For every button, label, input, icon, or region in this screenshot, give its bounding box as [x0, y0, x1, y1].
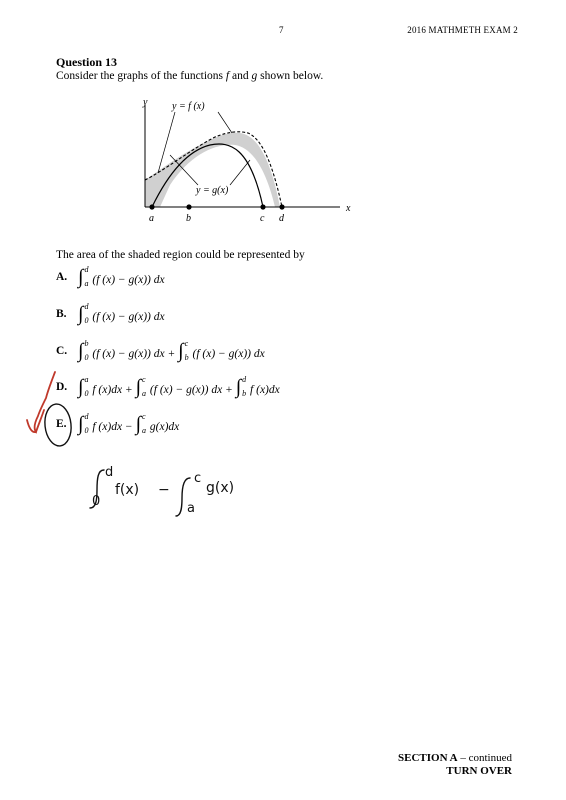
hw-minus: − — [158, 482, 170, 498]
hw-lower-1: 0 — [92, 494, 101, 509]
tick-b: b — [186, 213, 191, 224]
integral-sign: ∫ b 0 — [78, 339, 89, 362]
footer-continued: – continued — [460, 752, 512, 764]
footer-turn-over: TURN OVER — [446, 765, 512, 777]
label-f: y = f (x) — [172, 101, 205, 112]
hw-term-2: g(x) — [206, 480, 235, 496]
stem-prefix: Consider the graphs of the functions — [56, 70, 224, 82]
integral-sign: ∫ d b — [235, 375, 247, 398]
tick-c: c — [260, 213, 265, 224]
option-letter: C. — [56, 345, 68, 357]
integral-sign: ∫ d 0 — [78, 412, 89, 435]
option-letter: B. — [56, 308, 67, 320]
option-expression: ∫ d 0 f (x)dx − ∫ c a g(x)dx — [78, 412, 180, 435]
answer-circle-icon — [43, 403, 73, 447]
stem-suffix: shown below. — [260, 70, 324, 82]
option-expression: ∫ d a (f (x) − g(x)) dx — [78, 265, 165, 288]
stem-and: and — [232, 70, 249, 82]
option-letter: E. — [56, 418, 67, 430]
integral-sign: ∫ d 0 — [78, 302, 89, 325]
label-x-axis: x — [346, 203, 351, 214]
option-letter: D. — [56, 381, 68, 393]
option-expression: ∫ d 0 (f (x) − g(x)) dx — [78, 302, 165, 325]
integral-sign: ∫ c b — [178, 339, 189, 362]
option-expression: ∫ b 0 (f (x) − g(x)) dx + ∫ c b (f (x) − g(x)) dx — [78, 339, 265, 362]
footer-section — [398, 752, 512, 764]
label-g: y = g(x) — [196, 185, 229, 196]
exam-title: 2016 MATHMETH EXAM 2 — [407, 25, 518, 35]
label-y-axis: y — [143, 97, 148, 108]
area-question: The area of the shaded region could be represented by — [56, 249, 305, 261]
stem-f: f — [225, 70, 230, 82]
option-letter: A. — [56, 271, 68, 283]
hw-lower-2: a — [187, 501, 195, 516]
tick-d: d — [279, 213, 284, 224]
tick-a: a — [149, 213, 154, 224]
hw-upper-1: d — [105, 465, 114, 480]
integral-sign: ∫ a 0 — [78, 375, 89, 398]
integral-sign: ∫ d a — [78, 265, 89, 288]
option-expression: ∫ a 0 f (x)dx + ∫ c a (f (x) − g(x)) dx + ∫ d b f (x)dx — [78, 375, 280, 398]
question-title: Question 13 — [56, 55, 118, 69]
integral-sign: ∫ c a — [135, 375, 147, 398]
footer-section-label: SECTION A — [398, 752, 458, 764]
stem-g: g — [251, 70, 258, 82]
page-number: 7 — [279, 25, 284, 35]
hw-upper-2: c — [194, 471, 202, 486]
hw-term-1: f(x) — [115, 482, 140, 498]
integral-sign: ∫ c a — [135, 412, 147, 435]
